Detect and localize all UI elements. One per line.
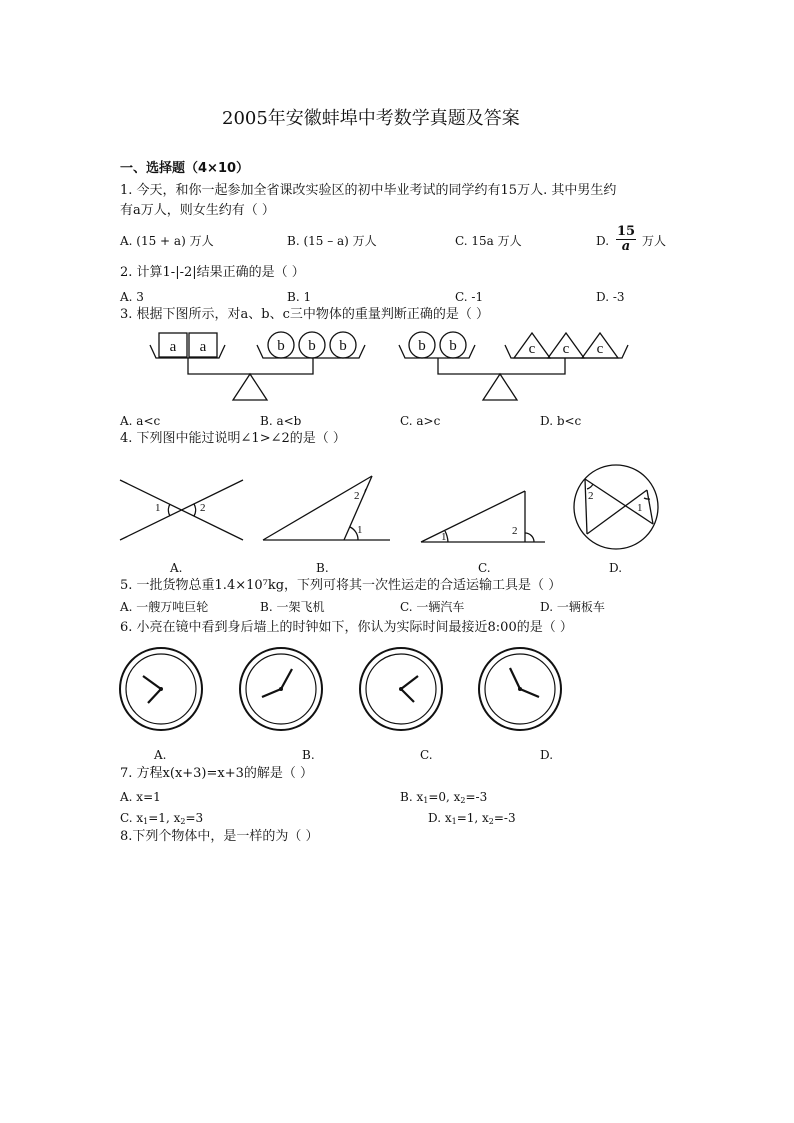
clock-hand-minute [143,676,161,689]
q7-option-a: A. x=1 [120,790,161,804]
q3-option-b: B. a<b [260,414,302,428]
q7-option-d: D. $x_1=1$, $x_2=-3$ [428,811,516,826]
page-title: 2005年安徽蚌埠中考数学真题及答案 [222,108,520,129]
q3-option-a: A. a<c [120,414,161,428]
clock-hand-hour [401,689,414,702]
label-a: a [169,339,177,355]
section-heading: 一、选择题（4×10） [120,161,250,176]
q2-option-a: A. 3 [120,290,144,304]
q7-option-b: B. $x_1=0$, $x_2=-3$ [400,790,488,805]
q3-stem: 3. 根据下图所示，对a、b、c三中物体的重量判断正确的是（ ） [120,307,490,322]
q5-stem: 5. 一批货物总重1.4×10⁷kg，下列可将其一次性运走的合适运输工具是（ ） [120,578,562,593]
q4-label-a: A. [170,561,183,575]
q1-option-d-label: D. [596,234,610,248]
q1-stem-line2: 有a万人，则女生约有（ ） [120,203,275,218]
fig-b-angle1: 1 [357,524,363,536]
label-b: b [418,338,426,354]
clock-hand-hour [262,689,281,697]
q2-stem: 2. 计算1-|-2|结果正确的是（ ） [120,265,305,280]
label-a: a [199,339,207,355]
label-c: c [562,341,570,357]
fig-a-angle1: 1 [155,502,161,514]
q1-stem-line1: 1. 今天，和你一起参加全省课改实验区的初中毕业考试的同学约有15万人. 其中男生约 [120,183,617,198]
fraction-denominator: a [621,239,631,254]
q4-label-c: C. [478,561,491,575]
fig-a-angle2: 2 [200,502,206,514]
fig-d-angle2: 2 [588,490,594,502]
q5-option-a: A. 一艘万吨巨轮 [120,600,209,614]
q2-option-c: C. -1 [455,290,484,304]
clock-hand-minute [510,668,520,689]
label-c: c [528,341,536,357]
fig-b-angle2: 2 [354,490,360,502]
q1-option-b: B. (15 – a) 万人 [287,234,377,248]
q8-stem: 8.下列个物体中，是一样的为（ ） [120,829,319,844]
q6-stem: 6. 小亮在镜中看到身后墙上的时钟如下，你认为实际时间最接近8:00的是（ ） [120,620,573,635]
clock-hand-minute [401,676,418,689]
label-b: b [277,338,285,354]
q2-option-d: D. -3 [596,290,625,304]
q6-label-a: A. [154,748,167,762]
q6-label-d: D. [540,748,554,762]
q7-stem: 7. 方程x(x+3)=x+3的解是（ ） [120,766,314,781]
q4-stem: 4. 下列图中能过说明∠1>∠2的是（ ） [120,431,346,446]
label-b: b [449,338,457,354]
q6-label-b: B. [302,748,315,762]
clock-hand-hour [148,689,161,703]
q1-option-d-unit: 万人 [642,234,667,248]
clock-hand-hour [520,689,539,697]
q4-label-b: B. [316,561,329,575]
q5-option-c: C. 一辆汽车 [400,600,465,614]
fraction-numerator: 15 [617,224,636,239]
label-b: b [339,338,347,354]
q4-label-d: D. [609,561,623,575]
q2-option-b: B. 1 [287,290,312,304]
q6-label-c: C. [420,748,433,762]
q1-option-a: A. (15 + a) 万人 [120,234,214,248]
q3-option-c: C. a>c [400,414,441,428]
clock-hand-minute [281,669,292,689]
q7-option-c: C. $x_1=1$, $x_2=3$ [120,811,204,826]
q5-option-b: B. 一架飞机 [260,600,325,614]
fig-c-angle1: 1 [441,531,447,543]
fig-d-angle1: 1 [637,502,643,514]
q5-option-d: D. 一辆板车 [540,600,605,614]
label-c: c [596,341,604,357]
label-b: b [308,338,316,354]
q3-option-d: D. b<c [540,414,582,428]
fig-c-angle2: 2 [512,525,518,537]
q1-option-c: C. 15a 万人 [455,234,522,248]
